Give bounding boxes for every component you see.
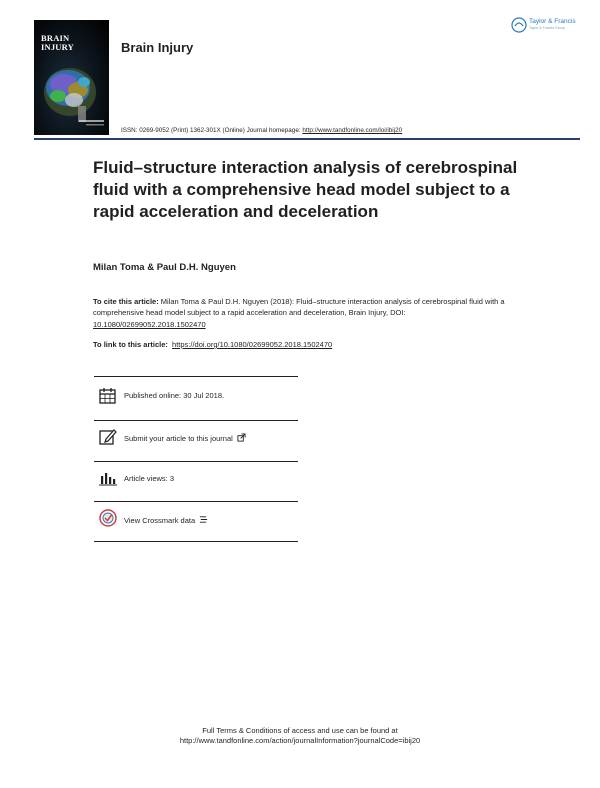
article-title: Fluid–structure interaction analysis of cerebrospinal fluid with a comprehensive head model subject to a rapid acceleration and deceleration bbox=[93, 158, 518, 221]
issn-text: ISSN: 0269-9052 (Print) 1362-301X (Online) Journal homepage: bbox=[121, 127, 303, 134]
cover-title-injury: INJURY bbox=[41, 42, 75, 52]
published-online-text: Published online: 30 Jul 2018. bbox=[124, 391, 225, 400]
submit-article-row[interactable] bbox=[98, 427, 298, 451]
info-separator bbox=[94, 461, 298, 462]
doi-link[interactable]: 10.1080/02699052.2018.1502470 bbox=[93, 319, 206, 329]
footer-terms-text: Full Terms & Conditions of access and use can be found at bbox=[202, 726, 398, 735]
article-link-line bbox=[93, 340, 332, 349]
article-views-row bbox=[98, 468, 298, 492]
link-label: To link to this article: bbox=[93, 340, 168, 349]
article-authors: Milan Toma & Paul D.H. Nguyen bbox=[93, 262, 236, 273]
info-separator bbox=[94, 420, 298, 421]
article-views-text: Article views: 3 bbox=[124, 474, 175, 483]
crossmark-link[interactable] bbox=[124, 515, 208, 525]
journal-cover-image bbox=[34, 20, 109, 135]
publisher-logo[interactable] bbox=[509, 16, 581, 36]
publisher-logo-text: Taylor & Francis bbox=[529, 18, 576, 25]
article-doi-url[interactable]: https://doi.org/10.1080/02699052.2018.1502470 bbox=[172, 340, 333, 349]
citation-block bbox=[93, 296, 513, 330]
calendar-icon bbox=[98, 386, 118, 406]
footer-terms-url[interactable]: http://www.tandfonline.com/action/journalInformation?journalCode=ibij20 bbox=[179, 736, 421, 745]
published-online-row bbox=[98, 386, 298, 410]
issn-line bbox=[121, 127, 402, 134]
info-top-rule bbox=[94, 376, 298, 377]
header-rule bbox=[34, 138, 580, 140]
crossmark-row[interactable] bbox=[98, 508, 298, 532]
publisher-logo-icon bbox=[511, 17, 527, 33]
external-link-icon bbox=[237, 433, 246, 442]
info-bottom-rule bbox=[94, 541, 298, 542]
crossmark-icon bbox=[98, 508, 118, 528]
edit-icon bbox=[98, 427, 118, 447]
submit-article-text[interactable]: Submit your article to this journal bbox=[124, 434, 233, 443]
journal-name[interactable]: Brain Injury bbox=[121, 40, 194, 55]
cover-title-brain: BRAIN bbox=[41, 33, 70, 43]
crossmark-text[interactable]: View Crossmark data bbox=[124, 516, 196, 525]
footer bbox=[0, 726, 600, 746]
journal-homepage-link[interactable]: http://www.tandfonline.com/loi/ibij20 bbox=[302, 127, 403, 134]
submit-article-link[interactable] bbox=[124, 433, 246, 443]
info-separator bbox=[94, 501, 298, 502]
publisher-logo-subtext: Taylor & Francis Group bbox=[529, 26, 565, 30]
bar-chart-icon bbox=[98, 468, 118, 488]
crossmark-mini-icon bbox=[199, 515, 208, 524]
citation-text: Milan Toma & Paul D.H. Nguyen (2018): Fluid–structure interaction analysis of cerebrospinal fluid with a comprehensive head model subject to a rapid acceleration and deceleration, Brain Injury, DOI: bbox=[93, 297, 505, 318]
citation-label: To cite this article: bbox=[93, 297, 159, 306]
